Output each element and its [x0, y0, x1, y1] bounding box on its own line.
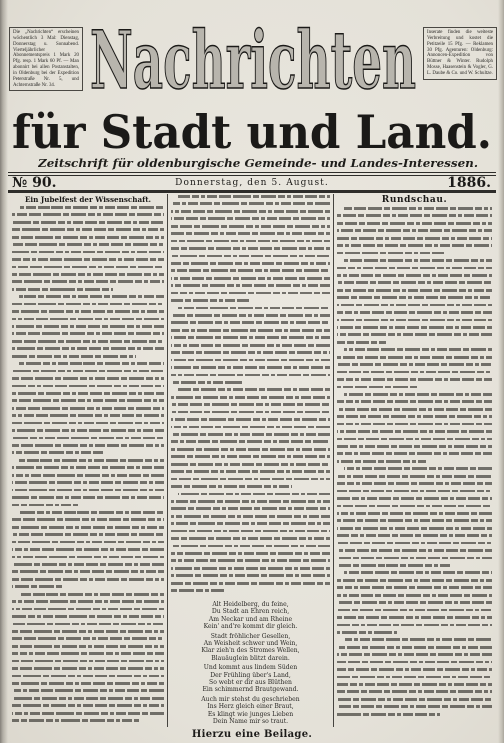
- text-line: [171, 567, 330, 570]
- text-line: [12, 570, 164, 573]
- text-line: [337, 304, 492, 307]
- text-line: [344, 259, 492, 262]
- text-line: [12, 556, 164, 559]
- text-line: [19, 593, 164, 596]
- text-line: [171, 321, 330, 324]
- text-line: [12, 615, 164, 618]
- poem-line: An Weisheit schwer und Wein,: [203, 639, 298, 647]
- text-line: [171, 225, 330, 228]
- text-line: [12, 704, 164, 707]
- text-line: [12, 273, 164, 276]
- text-line: [12, 377, 164, 380]
- text-line: [12, 548, 164, 551]
- text-line: [171, 292, 330, 295]
- text-line: [171, 470, 330, 473]
- text-line: [337, 252, 446, 255]
- text-line: [337, 490, 492, 493]
- poem-stanza: [171, 696, 330, 725]
- text-line: [171, 359, 330, 362]
- text-line: [337, 237, 492, 240]
- text-line: [337, 430, 492, 433]
- text-line: [337, 631, 397, 634]
- text-line: [337, 222, 492, 225]
- text-line: [12, 221, 164, 224]
- poem-line: Auch mir stehst du geschrieben: [201, 696, 300, 704]
- column-divider: [167, 194, 168, 727]
- text-line: [19, 511, 164, 514]
- text-line: [171, 351, 330, 354]
- text-line: [171, 559, 330, 562]
- poem-line: Du Stadt an Ehren reich,: [211, 608, 290, 616]
- text-line: [337, 609, 492, 612]
- dateline-rule-thick: [8, 191, 496, 192]
- text-line: [337, 438, 492, 441]
- text-line: [171, 381, 242, 384]
- text-line: [337, 415, 492, 418]
- text-line: [12, 347, 164, 350]
- poem-stanza: [171, 633, 330, 662]
- text-line: [171, 574, 330, 577]
- dateline-rule-thin: [8, 190, 496, 191]
- text-line: [337, 445, 492, 448]
- text-line: [337, 512, 492, 515]
- text-line: [12, 280, 164, 283]
- text-line: [344, 207, 492, 210]
- poem-line: Der Frühling über's Land,: [210, 671, 291, 679]
- text-line: [12, 504, 78, 507]
- text-line: [12, 637, 164, 640]
- text-line: [12, 451, 103, 454]
- text-line: [171, 403, 330, 406]
- page-edge: [498, 0, 504, 743]
- text-line: [19, 362, 164, 365]
- text-line: [171, 232, 330, 235]
- binding-shadow: [0, 0, 8, 743]
- text-line: [12, 399, 164, 402]
- text-line: [12, 392, 164, 395]
- text-line: [171, 396, 330, 399]
- text-line: [337, 534, 492, 537]
- text-line: [337, 661, 492, 664]
- text-line: [12, 689, 164, 692]
- text-line: [337, 229, 492, 232]
- text-line: [171, 426, 330, 429]
- column-right-body: [337, 207, 492, 720]
- text-line: [12, 652, 164, 655]
- text-line: [12, 474, 164, 477]
- text-line: [178, 388, 330, 391]
- text-line: [171, 411, 330, 414]
- text-line: [12, 370, 164, 373]
- text-line: [12, 719, 139, 722]
- text-line: [171, 344, 330, 347]
- poem-line: So webt er dir aus Blüthen: [209, 678, 292, 686]
- text-line: [337, 713, 440, 716]
- poem-line: Ins Herz gleich einer Braut,: [207, 703, 294, 711]
- text-line: [337, 423, 492, 426]
- text-line: [12, 526, 164, 529]
- text-line: [171, 455, 330, 458]
- poem-line: Am Neckar und am Rheine: [208, 615, 293, 623]
- issue-number: № 90.: [12, 175, 57, 191]
- text-line: [12, 623, 164, 626]
- masthead-subtitle: [38, 157, 478, 170]
- supplement-notice: Hierzu eine Beilage.: [191, 729, 313, 740]
- text-line: [171, 552, 330, 555]
- poem-stanza: [171, 601, 330, 630]
- text-line: [12, 422, 164, 425]
- text-line: [337, 690, 492, 693]
- text-line: [171, 202, 330, 205]
- text-line: [171, 314, 330, 317]
- text-line: [171, 522, 330, 525]
- text-line: [171, 500, 330, 503]
- masthead-rule-thin: [8, 175, 496, 176]
- text-line: [337, 363, 492, 366]
- text-line: [337, 319, 492, 322]
- poem-line: Alt Heidelberg, du feine,: [212, 601, 289, 608]
- subscription-info-box: Die „Nachrichten“ erscheinen wöchentlich 3 Mal: Dienstag, Donnerstag u. Sonnabend. Vierteljährlicher Abonnementspreis 1 Mark 20 Pfg. resp. 1 Mark 60 Pf. — Man abonnirt bei allen Postanstalten, in Oldenburg bei der Expedition Peterstraße Nr. 5, und Achternstraße Nr. 34.: [9, 27, 83, 91]
- text-line: [337, 616, 492, 619]
- text-line: [12, 466, 164, 469]
- text-line: [337, 311, 492, 314]
- text-line: [171, 448, 330, 451]
- text-line: [171, 537, 330, 540]
- text-line: [337, 668, 492, 671]
- masthead-subtitle-text: Zeitschrift für oldenburgische Gemeinde- und Landes-Interessen.: [38, 157, 478, 170]
- text-line: [337, 505, 492, 508]
- text-line: [337, 386, 419, 389]
- text-line: [344, 393, 492, 396]
- masthead-rule-thick: [8, 172, 496, 173]
- column-middle-body: [171, 195, 330, 597]
- masthead-title-line2: [12, 106, 492, 158]
- text-line: [344, 348, 492, 351]
- text-line: [171, 329, 330, 332]
- text-line: [171, 299, 250, 302]
- advertising-info-box: Inserate finden die weiteste Verbreitung und kostet die Petitzeile 15 Pfg. — Reklamen 30 Pfg. Agenturen: Oldenburg: Annoncen-Expedition von Büttner & Winter. Rudolph Mosse, Haasenstein & Vogler, G. L. Daube & Co. und W. Schultze.: [423, 27, 497, 80]
- poem-stanza: [171, 664, 330, 693]
- text-line: [171, 269, 330, 272]
- text-line: [337, 356, 492, 359]
- text-line: [337, 400, 492, 403]
- text-line: [337, 371, 492, 374]
- text-line: [171, 515, 330, 518]
- text-line: [171, 440, 330, 443]
- article-headline-jubelfest: Ein Jubelfest der Wissenschaft.: [24, 195, 152, 204]
- text-line: [337, 497, 492, 500]
- text-line: [19, 295, 164, 298]
- poem-line: Dein Name mir so traut.: [212, 717, 289, 725]
- text-line: [337, 341, 386, 344]
- text-line: [171, 217, 330, 220]
- text-line: [171, 463, 330, 466]
- text-line: [12, 645, 164, 648]
- text-line: [12, 630, 164, 633]
- text-line: [19, 459, 164, 462]
- text-line: [337, 378, 492, 381]
- text-line: [178, 493, 330, 496]
- text-line: [171, 247, 330, 250]
- poem-line: Klar zieh'n des Stromes Wellen,: [201, 647, 300, 655]
- text-line: [12, 385, 164, 388]
- text-line: [12, 288, 113, 291]
- text-line: [171, 374, 330, 377]
- text-line: [12, 407, 164, 410]
- text-line: [171, 530, 330, 533]
- text-line: [337, 705, 492, 708]
- text-line: [12, 236, 164, 239]
- text-line: [337, 624, 492, 627]
- text-line: [12, 414, 164, 417]
- poem-line: Ein schimmernd Brautgewand.: [202, 686, 299, 694]
- text-line: [171, 478, 330, 481]
- text-line: [171, 262, 330, 265]
- text-line: [12, 675, 164, 678]
- text-line: [12, 608, 164, 611]
- text-line: [337, 557, 492, 560]
- poem-line: Es klingt wie junges Lieben: [207, 710, 294, 718]
- text-line: [337, 676, 492, 679]
- text-line: [337, 326, 492, 329]
- text-line: [344, 638, 492, 641]
- text-line: [12, 310, 164, 313]
- text-line: [12, 332, 164, 335]
- text-line: [171, 485, 292, 488]
- poem: [171, 601, 330, 728]
- text-line: [337, 267, 492, 270]
- column-divider: [333, 194, 334, 727]
- text-line: [337, 408, 492, 411]
- text-line: [12, 712, 164, 715]
- text-line: [12, 563, 164, 566]
- poem-line: Stadt fröhlicher Gesellen,: [210, 632, 291, 640]
- text-line: [178, 195, 330, 198]
- text-line: [337, 683, 492, 686]
- text-line: [12, 481, 164, 484]
- text-line: [12, 667, 164, 670]
- text-line: [337, 646, 492, 649]
- text-line: [337, 542, 492, 545]
- text-line: [337, 274, 492, 277]
- text-line: [12, 697, 164, 700]
- article-headline-rundschau: Rundschau.: [381, 195, 448, 205]
- text-line: [344, 467, 492, 470]
- text-line: [171, 433, 330, 436]
- text-line: [12, 266, 164, 269]
- text-line: [12, 243, 164, 246]
- text-line: [12, 228, 164, 231]
- poem-line: Blauäuglein blitzt darein.: [211, 654, 290, 662]
- text-line: [171, 210, 330, 213]
- text-line: [337, 482, 492, 485]
- text-line: [12, 660, 164, 663]
- issue-year: 1886.: [447, 175, 491, 191]
- text-line: [337, 214, 492, 217]
- text-line: [337, 289, 492, 292]
- text-line: [337, 579, 492, 582]
- text-line: [337, 698, 492, 701]
- text-line: [171, 240, 330, 243]
- text-line: [12, 325, 164, 328]
- text-line: [12, 496, 164, 499]
- text-line: [171, 255, 330, 258]
- text-line: [337, 333, 492, 336]
- text-line: [12, 437, 164, 440]
- text-line: [12, 682, 164, 685]
- text-line: [337, 564, 450, 567]
- text-line: [171, 284, 330, 287]
- text-line: [12, 541, 164, 544]
- masthead-title-line2-text: für Stadt und Land.: [12, 106, 492, 158]
- text-line: [171, 545, 330, 548]
- text-line: [171, 582, 330, 585]
- text-line: [12, 340, 164, 343]
- text-line: [12, 518, 164, 521]
- text-line: [12, 303, 164, 306]
- text-line: [12, 600, 164, 603]
- masthead-title: [90, 12, 416, 108]
- text-line: [171, 336, 330, 339]
- text-line: [337, 519, 492, 522]
- text-line: [12, 213, 164, 216]
- text-line: [171, 507, 330, 510]
- text-line: [12, 251, 164, 254]
- text-line: [337, 653, 492, 656]
- poem-line: Kein' and're kommt dir gleich.: [203, 622, 298, 630]
- text-line: [337, 527, 492, 530]
- text-line: [337, 594, 492, 597]
- text-line: [12, 355, 136, 358]
- text-line: [337, 244, 492, 247]
- text-line: [337, 281, 492, 284]
- text-line: [337, 586, 492, 589]
- text-line: [337, 452, 492, 455]
- text-line: [171, 418, 330, 421]
- text-line: [171, 366, 330, 369]
- issue-date: Donnerstag, den 5. August.: [175, 178, 329, 188]
- masthead-title-text: Nachrichten: [90, 13, 416, 107]
- column-left-body: [12, 206, 164, 727]
- text-line: [178, 307, 330, 310]
- text-line: [337, 549, 492, 552]
- text-line: [344, 571, 492, 574]
- text-line: [12, 444, 164, 447]
- poem-line: Und kommt aus lindem Süden: [203, 664, 298, 672]
- text-line: [12, 489, 164, 492]
- text-line: [171, 589, 226, 592]
- text-line: [337, 460, 426, 463]
- text-line: [12, 258, 164, 261]
- text-line: [12, 578, 164, 581]
- text-line: [19, 206, 164, 209]
- text-line: [12, 585, 62, 588]
- text-line: [337, 296, 492, 299]
- text-line: [337, 601, 492, 604]
- text-line: [171, 277, 330, 280]
- text-line: [337, 475, 492, 478]
- text-line: [12, 429, 164, 432]
- text-line: [12, 318, 164, 321]
- text-line: [12, 533, 164, 536]
